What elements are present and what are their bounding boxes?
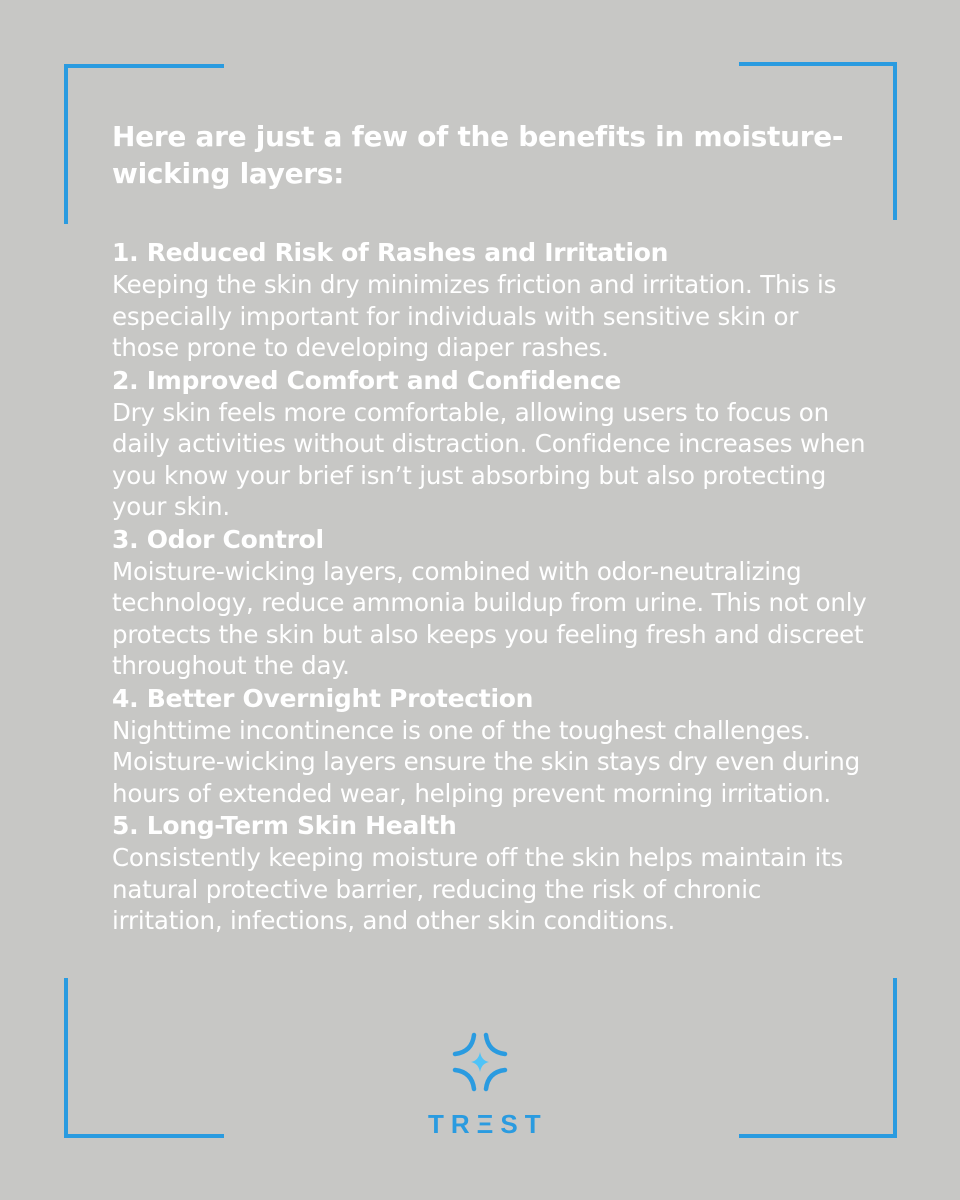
benefit-heading: 3. Odor Control	[112, 524, 324, 554]
benefit-body: Keeping the skin dry minimizes friction and irritation. This is especially important for individuals with sensitive skin or those prone to developing diaper rashes.	[112, 270, 837, 362]
brand-logo	[428, 1030, 548, 1140]
benefits-content	[112, 118, 872, 937]
benefit-body: Nighttime incontinence is one of the toughest challenges. Moisture-wicking layers ensure the skin stays dry even during hours of extended wear, helping prevent morning irritation.	[112, 715, 860, 808]
benefit-item	[112, 682, 872, 810]
benefit-body: Dry skin feels more comfortable, allowing users to focus on daily activities without distraction. Confidence increases when you know your brief isn’t just absorbing but also protecting your skin.	[112, 397, 866, 521]
sparkle-star-icon	[452, 1030, 508, 1094]
benefit-heading: 4. Better Overnight Protection	[112, 683, 534, 713]
benefit-item	[112, 364, 872, 523]
benefit-item	[112, 523, 872, 682]
benefit-heading: 2. Improved Comfort and Confidence	[112, 365, 622, 395]
benefit-item	[112, 809, 872, 937]
frame-corner-bottom-right	[739, 978, 897, 1138]
benefit-heading: 1. Reduced Risk of Rashes and Irritation	[112, 238, 669, 267]
benefit-body: Moisture-wicking layers, combined with odor-neutralizing technology, reduce ammonia buildup from urine. This not only protects the skin but also keeps you feeling fresh and discreet throughout the day.	[112, 556, 867, 680]
brand-wordmark: TRΞST	[428, 1109, 548, 1139]
frame-corner-bottom-left	[64, 978, 224, 1138]
benefit-item	[112, 236, 872, 364]
benefit-body: Consistently keeping moisture off the skin helps maintain its natural protective barrier, reducing the risk of chronic irritation, infections, and other skin conditions.	[112, 843, 844, 935]
benefit-heading: 5. Long-Term Skin Health	[112, 811, 457, 840]
page-title: Here are just a few of the benefits in moisture-wicking layers:	[112, 120, 844, 190]
